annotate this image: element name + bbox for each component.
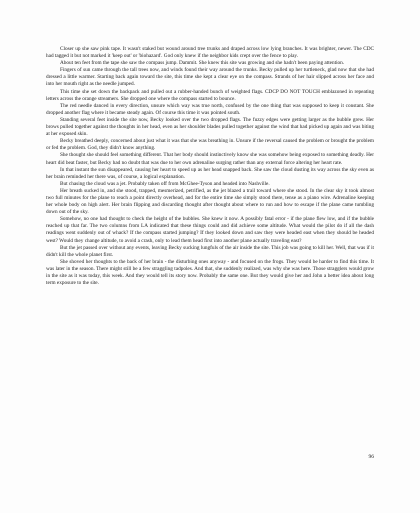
paragraph: But the jet passed over without any events, leaving Becky sucking lungfuls of the air inside the site. This job was going to kill her. Well, that was if it didn't kill the whole planet first. bbox=[46, 244, 374, 258]
paragraph: Fingers of sun came through the tall trees now, and winds found their way around the trunks. Becky pulled up her turtleneck, glad now that she had dressed a little warmer. Starting back again toward the site, this time she kept a clear eye on the compass. Strands of her hair slipped across her face and into her mouth right as the needle jumped. bbox=[46, 67, 374, 88]
body-text bbox=[46, 46, 374, 287]
paragraph: Her breath sucked in, and she stood, trapped, mesmerized, petrified, as the jet blazed a trail toward where she stood. In the clear sky it took almost two full minutes for the plane to reach a point directly overhead, and for the entire time she simply stood there, tense as a piano wire. Adrenaline keeping her whole body on high alert. Her brain flipping and discarding thought after thought about where to run and how to escape if the plane came tumbling down out of the sky. bbox=[46, 187, 374, 216]
paragraph: The red needle danced in every direction, unsure which way was true north, confused by the one thing that was supposed to keep it constant. She dropped another flag where it became steady again. Of course this time it was pointed south. bbox=[46, 102, 374, 116]
paragraph: But chasing the cloud was a jet. Probably taken off from McGhee-Tyson and headed into Nashville. bbox=[60, 180, 270, 187]
paragraph: Closer up she saw pink tape. It wasn't staked but wound around tree trunks and draped across low lying branches. It was brighter, newer. The CDC had tagged it but not marked it 'keep out' or 'biohazard'. God only knew if the neighbor kids crept over the fence to play. bbox=[46, 46, 374, 60]
paragraph: Somehow, no one had thought to check the height of the bubbles. She knew it now. A possibly fatal error - if the plane flew low, and if the bubble reached up that far. The two columns from LA indicated that these things could and did achieve some altitude. What would the pilot do if all the dash readings went suddenly out of whack? If the compass started jumping? If they looked down and saw they were headed east when they should be headed west? Would they change altitude, to avoid a crash, only to lead them head first into another plane actually traveling east? bbox=[46, 216, 374, 244]
paragraph: Becky breathed deeply, concerned about just what it was that she was breathing in. Unsure if the reversal caused the problem or brought the problem or fed the problem. God, they didn't know anything. bbox=[46, 138, 374, 152]
page-number: 96 bbox=[368, 454, 374, 460]
paragraph: In that instant the sun disappeared, causing her heart to speed up as her head snapped back. She saw the cloud dusting its way across the sky even as her brain reminded her there was, of course, a logical explanation. bbox=[46, 166, 374, 180]
paragraph: She thought she should feel something different. That her body should instinctively know she was somehow being exposed to something deadly. Her heart did beat faster, but Becky had no doubt that was due to her own adrenaline surging rather than any external force altering her heart rate. bbox=[46, 152, 374, 166]
paragraph: She shoved her thoughts to the back of her brain - the disturbing ones anyway - and focused on the frogs. They would be harder to find this time. It was later in the season. There might still be a few straggling tadpoles. And that, she suddenly realized, was why she was here. Those stragglers would grow in the site as it was today, this week. And they would tell its story now. Probably the same one. But they would give her and John a better idea about long term exposure to the site. bbox=[46, 258, 374, 287]
paragraph: This time she set down the backpack and pulled out a rubber-handed bunch of weighted flags. CDCP DO NOT TOUCH emblazoned in repeating letters across the orange streamers. She dropped one where the compass started to bounce. bbox=[46, 88, 374, 102]
paragraph: Standing several feet inside the site now, Becky looked over the two dropped flags. The fuzzy edges were getting larger as the bubble grew. Her brows pulled together against the thoughts in her head, even as her shoulder blades pulled together against the wind that had picked up again and was biting at her exposed skin. bbox=[46, 116, 374, 138]
paragraph: About ten feet from the tape she saw the compass jump. Dammit. She knew this site was growing and she hadn't been paying attention. bbox=[60, 60, 345, 67]
